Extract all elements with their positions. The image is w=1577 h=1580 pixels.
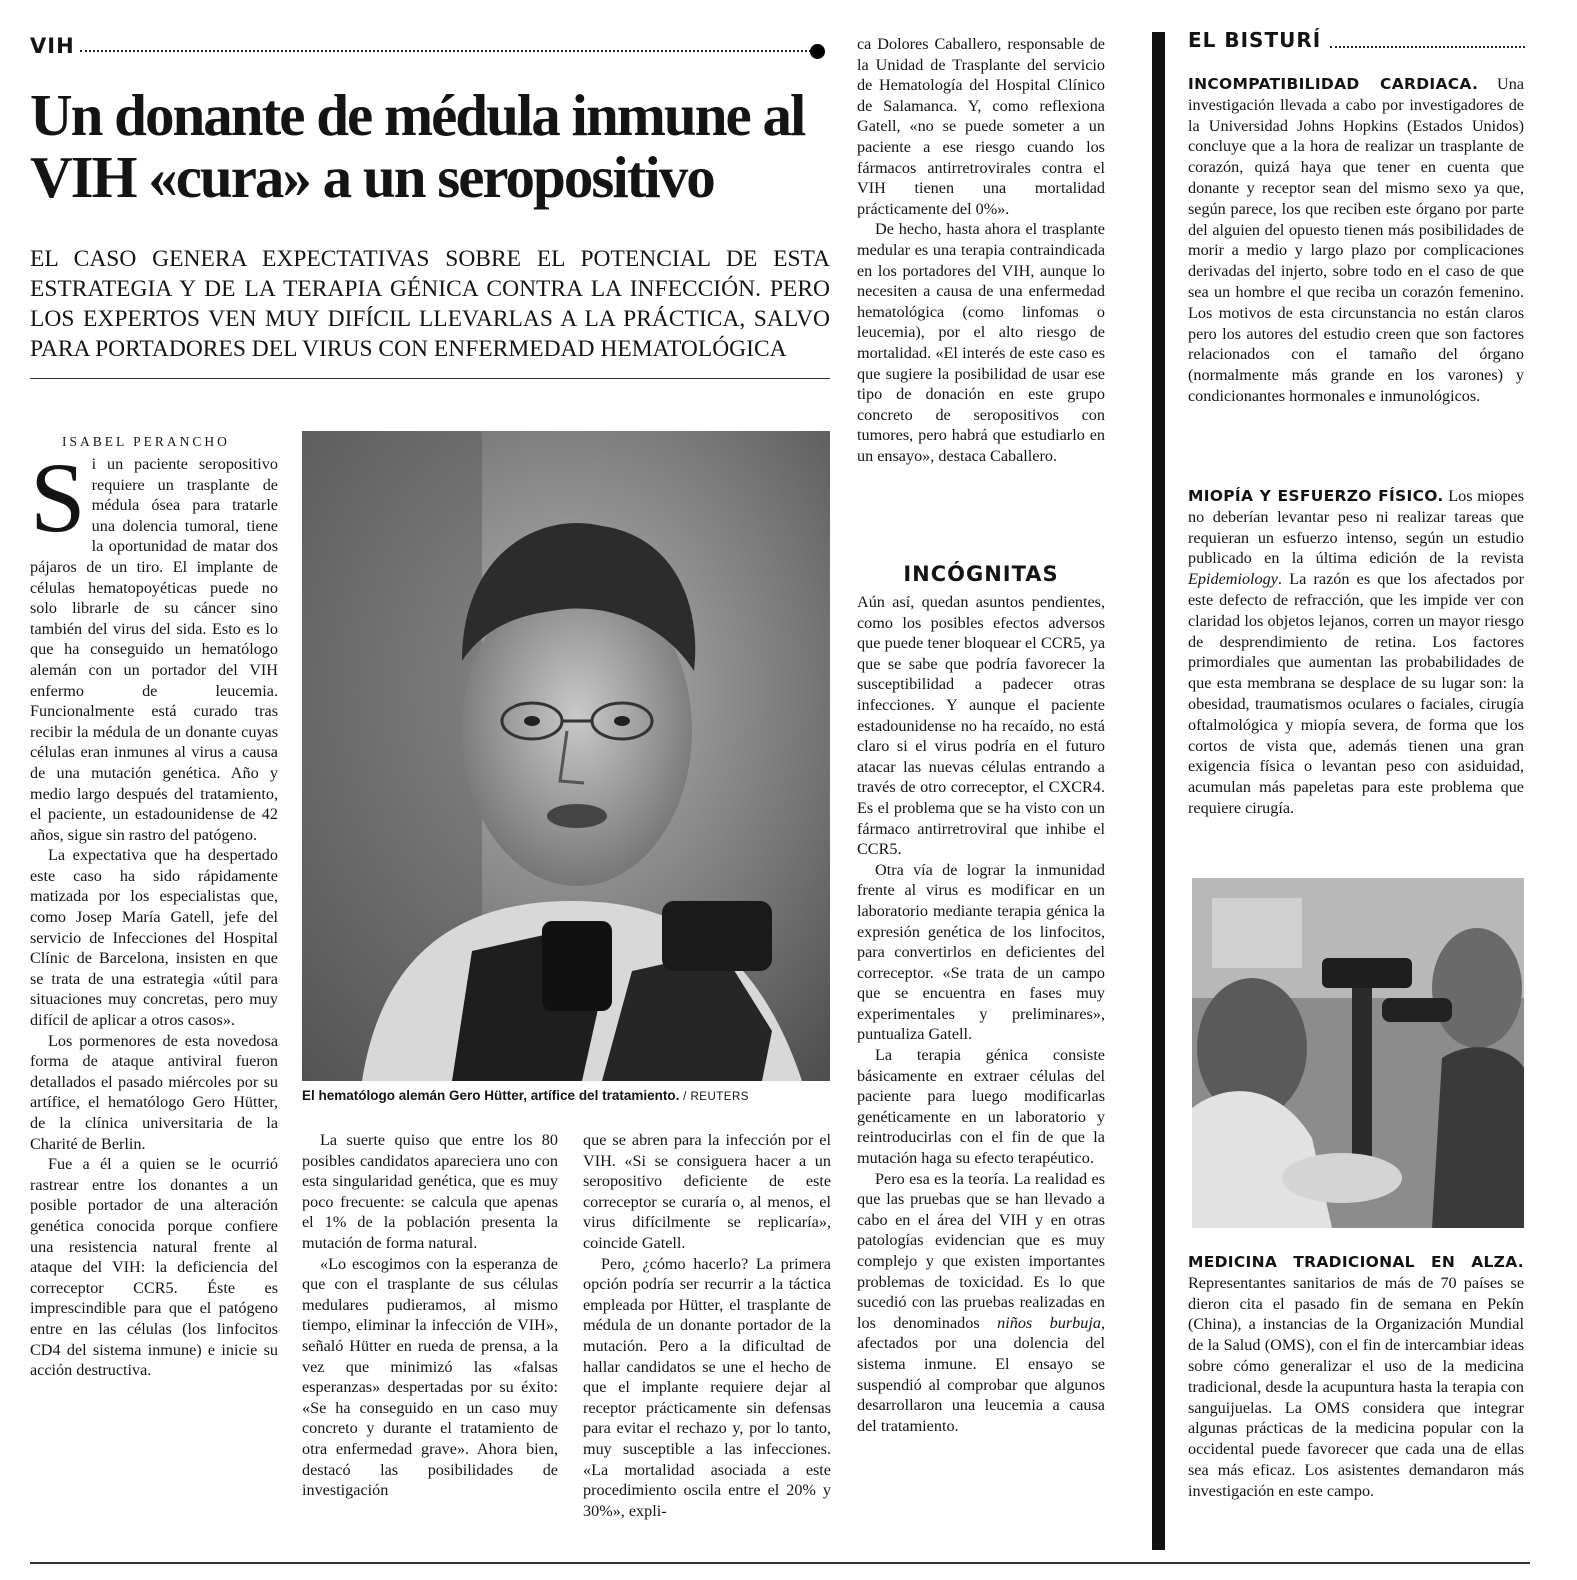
section-rule <box>80 50 815 52</box>
article-column-3 <box>583 1130 831 1521</box>
article-column-4-continued <box>857 592 1105 1436</box>
sidebar-brief-2: MIOPÍA Y ESFUERZO FÍSICO. Los miopes no deberían levantar peso ni realizar tareas que requieran un esfuerzo intenso, según un estudio publicado en la última edición de la revista Epidemiology. La razón es que los afectados por este defecto de refracción, que les impide ver con claridad los objetos lejanos, corren un mayor riesgo de desprendimiento de retina. Los factores primordiales que aumentan las probabilidades de que esta membrana se desplace de su lugar son: la obesidad, traumatismos oculares o faciales, cirugía oftalmológica y miopía severa, de forma que los cortos de vista que, además tienen una gran exigencia física o levantan peso con asiduidad, acumulan más papeletas para este problema que requiere cirugía. <box>1188 487 1524 817</box>
section-dot-icon <box>810 44 825 59</box>
sidebar-brief-1 <box>1188 74 1524 407</box>
byline: ISABEL PERANCHO <box>62 434 230 449</box>
sidebar-title-rule <box>1330 46 1525 48</box>
article-paragraph: Fue a él a quien se le ocurrió rastrear entre los donantes a un posible portador de una alteración genética conocida porque confiere una resistencia natural frente al ataque del VIH: la deficiencia del correceptor CCR5. Éste es imprescindible para que el patógeno entre en las células (los linfocitos CD4 del sistema inmune) e inicie su acción destructiva. <box>30 1155 278 1380</box>
article-column-4 <box>857 34 1105 466</box>
sidebar-title: EL BISTURÍ <box>1188 28 1322 52</box>
portrait-photo-image <box>302 431 830 1081</box>
photo-caption: El hematólogo alemán Gero Hütter, artífice del tratamiento. / REUTERS <box>302 1088 749 1103</box>
brief-heading: MEDICINA TRADICIONAL EN ALZA. <box>1188 1253 1524 1271</box>
article-paragraph: ca Dolores Caballero, responsable de la Unidad de Trasplante del servicio de Hematología del Hospital Clínico de Salamanca. Y, como reflexiona Gatell, «no se puede someter a un paciente a ese riesgo cuando los fármacos antirretrovirales contra el VIH tienen una mortalidad prácticamente del 0%». <box>857 35 1105 218</box>
section-label: VIH <box>30 34 75 58</box>
brief-text: Una investigación llevada a cabo por investigadores de la Universidad Johns Hopkins (Estados Unidos) concluye que a la hora de realizar un trasplante de corazón, quizá haya que tener en cuenta que donante y receptor sean del mismo sexo ya que, según parece, los que reciben este órgano por parte del alguien del opuesto tienen más posibilidades de morir a medio y largo plazo por complicaciones derivadas del injerto, sobre todo en el caso de que sea un hombre el que reciba un corazón femenino. Los motivos de esta circunstancia no están claros pero los autores del estudio creen que son factores relacionados con el tamaño del órgano (normalmente más grande en los varones) y condicionantes hormonales e inmunológicos. <box>1188 75 1524 405</box>
drop-cap: S <box>30 442 86 553</box>
article-column-1 <box>30 442 278 1381</box>
article-paragraph: Los pormenores de esta novedosa forma de ataque antiviral fueron detallados el pasado miércoles por su artífice, el hematólogo Gero Hütter, de la clínica universitaria de la Charité de Berlin. <box>30 1031 278 1153</box>
article-paragraph: La terapia génica consiste básicamente en extraer células del paciente para luego modificarlas genéticamente en un laboratorio y reintroducirlas con el fin de que la mutación haga su efecto terapéutico. <box>857 1046 1105 1168</box>
article-column-2 <box>302 1130 558 1501</box>
article-paragraph: Pero esa es la teoría. La realidad es que las pruebas que se han llevado a cabo en el área del VIH y en otras patologías evidencian que es muy complejo y que existen importantes problemas de toxicidad. Es lo que sucedió con las pruebas realizadas en los denominados niños burbuja, afectados por una dolencia del sistema inmune. El ensayo se suspendió al comprobar que algunos desarrollaron una leucemia a causa del tratamiento. <box>857 1169 1105 1435</box>
sidebar-photo <box>1192 878 1524 1228</box>
article-paragraph: que se abren para la infección por el VIH. «Si se consiguera hacer a un seropositivo deficiente de este correceptor se curaría o, al menos, el virus difícilmente se replicaría», coincide Gatell. <box>583 1131 831 1252</box>
article-paragraph: Pero, ¿cómo hacerlo? La primera opción podría ser recurrir a la táctica empleada por Hütter, el trasplante de médula de un donante portador de la mutación. Pero a la dificultad de hallar candidatos se une el hecho de que el implante requiere dejar al receptor prácticamente sin defensas para evitar el rechazo y, por lo tanto, muy susceptible a las infecciones. «La mortalidad asociada a este procedimiento oscila entre el 20% y 30%», expli- <box>583 1254 831 1520</box>
brief-text: Los miopes no deberían levantar peso ni realizar tareas que requieran un esfuerzo intenso, según un estudio publicado en la última edición de la revista <box>1188 487 1524 568</box>
page-bottom-rule <box>30 1562 1530 1564</box>
article-paragraph: De hecho, hasta ahora el trasplante medular es una terapia contraindicada en los portadores del VIH, aunque lo necesiten a causa de una enfermedad hematológica (como linfomas o leucemia), por el alto riesgo de mortalidad. «El interés de este caso es que sugiere la posibilidad de usar ese tipo de donación en este grupo concreto de seropositivos con tumores, pero habrá que estudiarlo en un ensayo», destaca Caballero. <box>857 220 1105 465</box>
article-paragraph: «Lo escogimos con la esperanza de que con el trasplante de sus células medulares pudieramos, al mismo tiempo, eliminar la infección de VIH», señaló Hütter en rueda de prensa, a la vez que minimizó las «falsas esperanzas» despertadas por su éxito: «Se ha conseguido en un caso muy concreto y durante el tratamiento de otra enfermedad grave». Ahora bien, destacó las posibilidades de investigación <box>302 1254 558 1500</box>
subhead-divider <box>30 378 830 379</box>
headline: Un donante de médula inmune al VIH «cura» a un seropositivo <box>30 82 805 210</box>
sidebar-brief-3 <box>1188 1252 1524 1502</box>
photo-credit: / REUTERS <box>683 1091 749 1103</box>
article-paragraph: Otra vía de lograr la inmunidad frente al virus es modificar en un laboratorio mediante terapia génica la expresión genética de los linfocitos, para convertirlos en deficientes del correceptor. «Se trata de un campo que se encuentra en fases muy experimentales y preliminares», puntualiza Gatell. <box>857 860 1105 1044</box>
brief-heading: INCOMPATIBILIDAD CARDIACA. <box>1188 75 1479 93</box>
article-paragraph: La expectativa que ha despertado este caso ha sido rápidamente matizada por los especialistas que, como Josep María Gatell, jefe del servicio de Infecciones del Hospital Clínic de Barcelona, insisten en que se trata de una estrategia «útil para situaciones muy concretas, pero muy difícil de aplicar a otros casos». <box>30 846 278 1030</box>
sidebar-vertical-bar <box>1152 32 1165 1550</box>
section-subtitle: INCÓGNITAS <box>903 562 1059 586</box>
subheadline: EL CASO GENERA EXPECTATIVAS SOBRE EL POTENCIAL DE ESTA ESTRATEGIA Y DE LA TERAPIA GÉNICA CONTRA LA INFECCIÓN. PERO LOS EXPERTOS VEN MUY DIFÍCIL LLEVARLAS A LA PRÁCTICA, SALVO PARA PORTADORES DEL VIRUS CON ENFERMEDAD HEMATOLÓGICA <box>30 246 830 362</box>
article-paragraph: Aún así, quedan asuntos pendientes, como los posibles efectos adversos que puede tener bloquear el CCR5, ya que se sabe que podría favorecer la susceptibilidad a padecer otras infecciones. Y aunque el paciente estadounidense no ha recaído, no está claro si el virus podría en el futuro atacar las nuevas células entrando a través de otro correceptor, el CXCR4. Es el problema que se ha visto con un fármaco antirretroviral que inhibe el CCR5. <box>857 593 1105 859</box>
brief-heading: MIOPÍA Y ESFUERZO FÍSICO. <box>1188 487 1444 505</box>
article-photo <box>302 431 830 1081</box>
eye-exam-photo-image <box>1192 878 1524 1228</box>
article-paragraph: Si un paciente seropositivo requiere un trasplante de médula ósea para tratarle una dolencia tumoral, tiene la oportunidad de matar dos pájaros de un tiro. El implante de células hematopoyéticas puede no solo librarle de su cáncer sino también del virus del sida. Esto es lo que ha conseguido un hematólogo alemán con un portador del VIH enfermo de leucemia. Funcionalmente está curado tras recibir la médula de un donante cuyas células eran inmunes al virus a causa de una mutación genética. Año y medio largo después del tratamiento, el paciente, un estadounidense de 42 años, sigue sin rastro del patógeno. <box>30 442 278 844</box>
article-paragraph: La suerte quiso que entre los 80 posibles candidatos apareciera uno con esta singularidad genética, que es muy poco frecuente: se calcula que apenas el 1% de la población presenta la mutación de forma natural. <box>302 1131 558 1252</box>
brief-text: Representantes sanitarios de más de 70 países se dieron cita el pasado fin de semana en Pekín (China), a instancias de la Organización Mundial de la Salud (OMS), con el fin de intercambiar ideas sobre cómo generalizar el uso de la medicina tradicional, desde la acupuntura hasta la terapia con sanguijuelas. La OMS considera que integrar algunas prácticas de la medicina popular con la occidental puede favorecer que cada una de ellas sea más eficaz. Los asistentes demandaron más investigación en este campo. <box>1188 1273 1524 1500</box>
